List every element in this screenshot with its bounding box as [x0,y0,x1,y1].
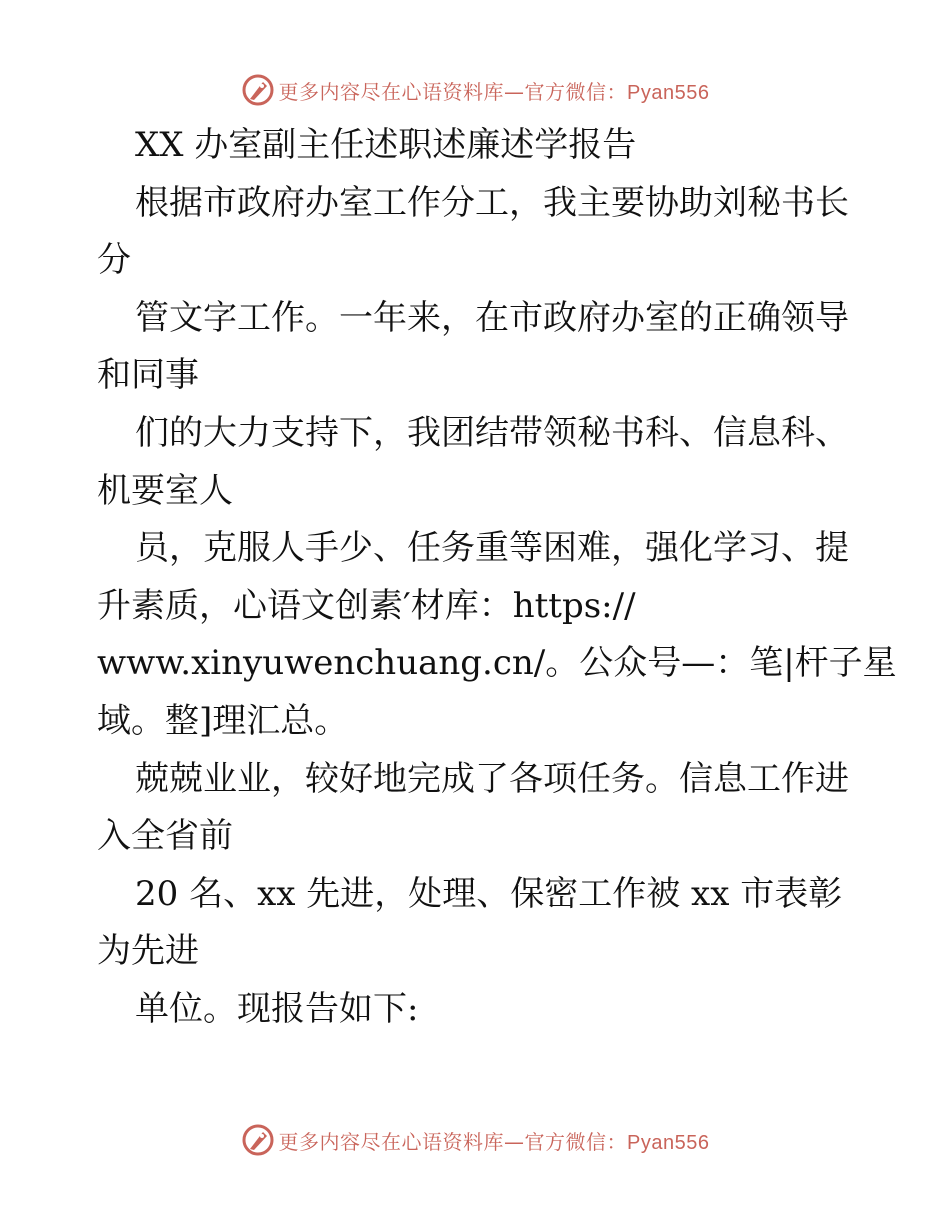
paragraph-line: 分 [97,240,131,281]
watermark-text: 更多内容尽在心语资料库—官方微信：Pyan556 [278,79,710,104]
paragraph-line: 升素质，心语文创素′材库：https:// [97,585,636,626]
paragraph-line: 管文字工作。一年来，在市政府办室的正确领导 [135,297,849,338]
watermark-text: 更多内容尽在心语资料库—官方微信：Pyan556 [278,1129,710,1154]
header-watermark [0,70,950,110]
pen-nib-circle-icon [241,73,275,107]
paragraph-line: 兢兢业业，较好地完成了各项任务。信息工作进 [135,758,849,799]
document-body [97,117,897,1039]
paragraph-line: 根据市政府办室工作分工，我主要协助刘秘书长 [135,182,849,223]
paragraph-line: 为先进 [97,931,199,972]
pen-nib-circle-icon [241,1123,275,1157]
paragraph-line: 20 名、xx 先进，处理、保密工作被 xx 市表彰 [135,873,843,914]
paragraph-line: 们的大力支持下，我团结带领秘书科、信息科、 [135,412,849,453]
paragraph-line: 入全省前 [97,816,233,857]
paragraph-line: 机要室人 [97,470,233,511]
paragraph-line: www.xinyuwenchuang.cn/。公众号—：笔|杆子星 [97,643,897,684]
footer-watermark [0,1120,950,1160]
paragraph-line: 域。整]理汇总。 [97,700,349,741]
paragraph-line: 和同事 [97,355,199,396]
document-title: XX 办室副主任述职述廉述学报告 [135,125,637,165]
paragraph-line: 员，克服人手少、任务重等困难，强化学习、提 [135,528,849,569]
paragraph-line: 单位。现报告如下: [135,988,419,1029]
